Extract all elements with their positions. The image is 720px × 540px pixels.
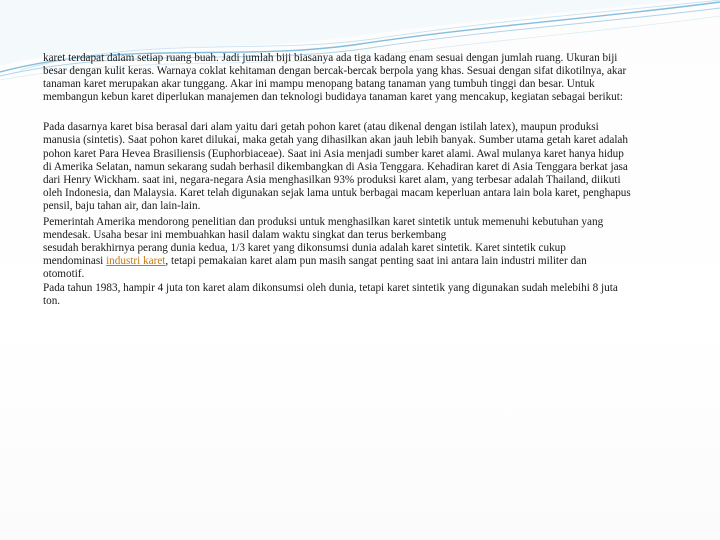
text-line: di Amerika Selatan, namun sekarang sudah berhasil dikembangkan di Asia Tenggara. Kehadiran karet di Asia Tenggara berkat jasa bbox=[43, 160, 628, 173]
text-line: Pada dasarnya karet bisa berasal dari alam yaitu dari getah pohon karet (atau dikenal dengan istilah latex), maupun produksi bbox=[43, 121, 599, 134]
text-line: tanaman karet merupakan akar tunggang. Akar ini mampu menopang batang tanaman yang tumbuh tinggi dan besar. Untuk bbox=[43, 78, 595, 91]
text-line: besar dengan kulit keras. Warnaya coklat kehitaman dengan bercak-bercak berpola yang khas. Sesuai dengan sifat dikotilnya, akar bbox=[43, 65, 627, 78]
text-line: membangun kebun karet diperlukan manajemen dan teknologi budidaya tanaman karet yang mencakup, kegiatan sebagai berikut: bbox=[43, 91, 623, 104]
paragraph-asal-karet bbox=[43, 121, 705, 213]
paragraph-konsumsi-1983 bbox=[43, 282, 705, 308]
text-line: dari Henry Wickham. saat ini, negara-negara Asia menghasilkan 93% produksi karet alam, yang terbesar adalah Thailand, diikuti bbox=[43, 173, 621, 186]
paragraph-karet-biji bbox=[43, 52, 705, 104]
text-line: mendesak. Usaha besar ini membuahkan hasil dalam waktu singkat dan terus berkembang bbox=[43, 229, 447, 242]
text-line: manusia (sintetis). Saat pohon karet dilukai, maka getah yang dihasilkan akan jauh lebih banyak. Sumber utama getah karet adalah bbox=[43, 134, 628, 147]
text-line: karet terdapat dalam setiap ruang buah. Jadi jumlah biji biasanya ada tiga kadang enam sesuai dengan jumlah ruang. Ukuran biji bbox=[43, 52, 618, 64]
text-content bbox=[43, 52, 705, 308]
text-line: sesudah berakhirnya perang dunia kedua, 1/3 karet yang dikonsumsi dunia adalah karet sintetik. Karet sintetik cukup bbox=[43, 242, 566, 255]
text-line: oleh Indonesia, dan Malaysia. Karet telah digunakan sejak lama untuk berbagai macam keperluan antara lain bola karet, penghapus bbox=[43, 186, 631, 199]
text-line: pohon karet Para Hevea Brasiliensis (Euphorbiaceae). Saat ini Asia menjadi sumber karet alami. Awal mulanya karet hanya hidup bbox=[43, 147, 624, 160]
text-line-with-link bbox=[43, 255, 705, 268]
text-line: Pada tahun 1983, hampir 4 juta ton karet alam dikonsumsi oleh dunia, tetapi karet sintetik yang digunakan sudah melebihi 8 juta bbox=[43, 281, 618, 294]
text-line: Pemerintah Amerika mendorong penelitian dan produksi untuk menghasilkan karet sintetik untuk memenuhi kebutuhan yang bbox=[43, 216, 604, 229]
text-line: pensil, baju tahan air, dan lain-lain. bbox=[43, 199, 201, 212]
link-suffix-text: , tetapi pemakaian karet alam pun masih sangat penting saat ini antara lain industri militer dan bbox=[165, 255, 587, 268]
text-line: otomotif. bbox=[43, 268, 85, 281]
industri-karet-link[interactable]: industri karet bbox=[106, 255, 166, 268]
link-prefix-text: mendominasi bbox=[43, 255, 107, 268]
paragraph-karet-sintetik bbox=[43, 216, 705, 281]
text-line: ton. bbox=[43, 294, 61, 307]
